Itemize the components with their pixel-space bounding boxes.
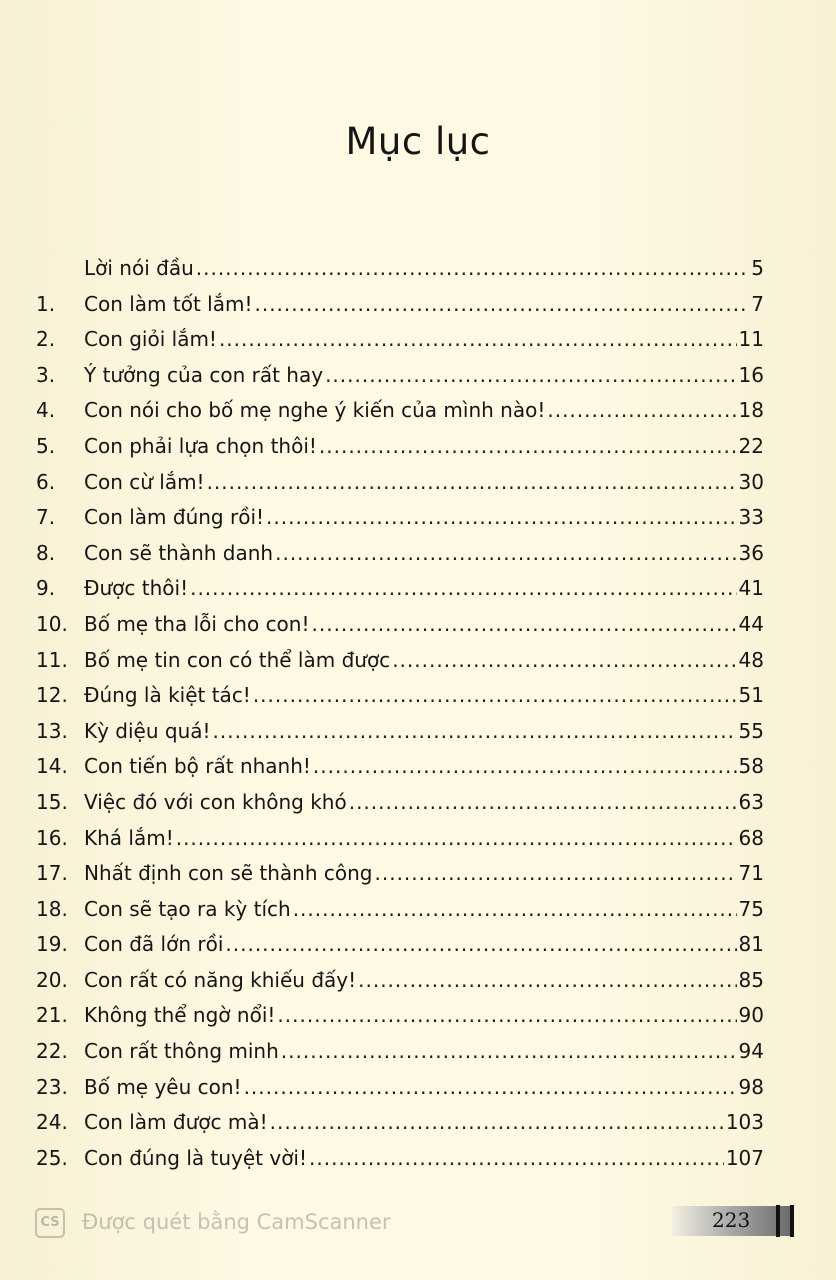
toc-entry-number: 21.: [36, 1003, 68, 1028]
toc-entry-title: Đúng là kiệt tác!: [84, 683, 251, 708]
toc-entry-number: 1.: [36, 291, 56, 316]
toc-entry-number: 25.: [36, 1145, 68, 1170]
toc-entry-page: 75: [738, 896, 764, 921]
toc-entry-page: 44: [738, 611, 764, 636]
toc-entry-page: 22: [738, 433, 764, 458]
toc-entry-number: 16.: [36, 825, 68, 850]
camscanner-watermark: Được quét bằng CamScanner: [82, 1210, 391, 1234]
toc-entry-number: 11.: [36, 647, 68, 672]
toc-entry-number: 8.: [36, 540, 56, 565]
toc-dot-leader: [253, 683, 737, 707]
toc-entry-title: Bố mẹ tin con có thể làm được: [84, 647, 391, 672]
toc-entry: [36, 398, 764, 434]
toc-entry: [36, 327, 764, 363]
toc-entry-title: Con đã lớn rồi: [84, 932, 224, 957]
toc-entry: [36, 861, 764, 897]
page-number: 223: [712, 1208, 751, 1232]
toc-entry: [36, 826, 764, 862]
toc-entry-number: 19.: [36, 932, 68, 957]
toc-dot-leader: [219, 327, 737, 351]
toc-entry: [36, 1039, 764, 1075]
toc-entry: [36, 576, 764, 612]
toc-entry-title: Bố mẹ yêu con!: [84, 1074, 242, 1099]
toc-entry-title: Con làm tốt lắm!: [84, 291, 253, 316]
toc-dot-leader: [266, 505, 737, 529]
toc-dot-leader: [225, 932, 736, 956]
toc-entry: [36, 1110, 764, 1146]
toc-entry: [36, 897, 764, 933]
toc-entry-number: 24.: [36, 1110, 68, 1135]
toc-entry-title: Con tiến bộ rất nhanh!: [84, 754, 311, 779]
toc-entry-page: 90: [738, 1003, 764, 1028]
toc-dot-leader: [254, 292, 749, 316]
camscanner-logo: CS: [35, 1208, 65, 1238]
toc-dot-leader: [547, 398, 736, 422]
toc-dot-leader: [270, 1110, 724, 1134]
toc-entry-number: 6.: [36, 469, 56, 494]
toc-entry-title: Kỳ diệu quá!: [84, 718, 211, 743]
toc-entry: [36, 1003, 764, 1039]
toc-entry-page: 103: [725, 1110, 764, 1135]
toc-dot-leader: [349, 790, 737, 814]
toc-entry-page: 81: [738, 932, 764, 957]
toc-entry: [36, 968, 764, 1004]
toc-entry-page: 41: [738, 576, 764, 601]
toc-entry-page: 18: [738, 398, 764, 423]
toc-dot-leader: [375, 861, 737, 885]
toc-dot-leader: [309, 1146, 724, 1170]
toc-entry: [36, 648, 764, 684]
toc-entry-page: 51: [738, 683, 764, 708]
toc-entry-number: 23.: [36, 1074, 68, 1099]
toc-entry: [36, 292, 764, 328]
toc-entry-title: Con sẽ thành danh: [84, 540, 274, 565]
page-number-marker: [776, 1205, 794, 1237]
toc-entry: [36, 1075, 764, 1111]
toc-entry-title: Con làm được mà!: [84, 1110, 268, 1135]
toc-entry-number: 3.: [36, 362, 56, 387]
toc-entry-number: 5.: [36, 433, 56, 458]
toc-entry-title: Con phải lựa chọn thôi!: [84, 433, 317, 458]
toc-entry: [36, 505, 764, 541]
toc-entry-number: 17.: [36, 861, 68, 886]
toc-entry: [36, 683, 764, 719]
toc-dot-leader: [277, 1003, 736, 1027]
table-of-contents: [36, 256, 764, 1181]
toc-entry-page: 33: [738, 505, 764, 530]
toc-entry: [36, 790, 764, 826]
toc-entry-number: 9.: [36, 576, 56, 601]
toc-entry-title: Con làm đúng rồi!: [84, 505, 265, 530]
toc-entry-title: Không thể ngờ nổi!: [84, 1003, 276, 1028]
toc-entry-title: Con nói cho bố mẹ nghe ý kiến của mình nào!: [84, 398, 546, 423]
toc-entry-number: 12.: [36, 683, 68, 708]
toc-entry-title: Việc đó với con không khó: [84, 789, 347, 814]
toc-dot-leader: [281, 1039, 737, 1063]
toc-entry-title: Con rất có năng khiếu đấy!: [84, 967, 357, 992]
toc-entry-title: Con rất thông minh: [84, 1039, 279, 1064]
toc-entry-number: 15.: [36, 789, 68, 814]
toc-entry-number: 2.: [36, 327, 56, 352]
toc-dot-leader: [313, 754, 737, 778]
toc-entry-number: 13.: [36, 718, 68, 743]
toc-entry-page: 11: [738, 327, 764, 352]
toc-entry-page: 7: [751, 291, 764, 316]
toc-entry-title: Nhất định con sẽ thành công: [84, 861, 373, 886]
toc-entry-title: Được thôi!: [84, 576, 189, 601]
toc-entry: [36, 470, 764, 506]
toc-entry-title: Con giỏi lắm!: [84, 327, 217, 352]
toc-entry: [36, 719, 764, 755]
toc-dot-leader: [176, 826, 737, 850]
toc-dot-leader: [275, 541, 736, 565]
toc-entry-number: 14.: [36, 754, 68, 779]
toc-entry: [36, 932, 764, 968]
toc-entry-number: 10.: [36, 611, 68, 636]
toc-entry-title: Con đúng là tuyệt vời!: [84, 1145, 308, 1170]
toc-entry-page: 55: [738, 718, 764, 743]
toc-dot-leader: [207, 470, 737, 494]
toc-entry-title: Ý tưởng của con rất hay: [84, 362, 324, 387]
toc-entry-page: 107: [725, 1145, 764, 1170]
toc-dot-leader: [196, 256, 750, 280]
toc-entry: [36, 1146, 764, 1182]
toc-entry: [36, 256, 764, 292]
toc-entry-number: 4.: [36, 398, 56, 423]
toc-dot-leader: [293, 897, 737, 921]
toc-entry-page: 63: [738, 789, 764, 814]
toc-dot-leader: [213, 719, 737, 743]
toc-entry-title: Con sẽ tạo ra kỳ tích: [84, 896, 291, 921]
toc-entry-title: Khá lắm!: [84, 825, 174, 850]
toc-entry-page: 58: [738, 754, 764, 779]
toc-entry-title: Lời nói đầu: [84, 256, 194, 280]
toc-entry-title: Bố mẹ tha lỗi cho con!: [84, 611, 310, 636]
toc-entry: [36, 541, 764, 577]
toc-entry: [36, 754, 764, 790]
page-title: Mục lục: [345, 120, 491, 163]
toc-entry-number: 7.: [36, 505, 56, 530]
toc-entry-page: 85: [738, 967, 764, 992]
toc-dot-leader: [358, 968, 736, 992]
toc-dot-leader: [244, 1075, 737, 1099]
toc-entry: [36, 612, 764, 648]
toc-entry-page: 48: [738, 647, 764, 672]
toc-entry-page: 36: [738, 540, 764, 565]
toc-entry-page: 16: [738, 362, 764, 387]
toc-entry-page: 71: [738, 861, 764, 886]
toc-entry-page: 68: [738, 825, 764, 850]
toc-entry-page: 98: [738, 1074, 764, 1099]
toc-entry-page: 94: [738, 1039, 764, 1064]
toc-dot-leader: [190, 576, 736, 600]
toc-entry-number: 22.: [36, 1039, 68, 1064]
toc-dot-leader: [325, 363, 736, 387]
toc-entry-number: 18.: [36, 896, 68, 921]
toc-dot-leader: [392, 648, 736, 672]
toc-entry-title: Con cừ lắm!: [84, 469, 205, 494]
toc-entry: [36, 434, 764, 470]
toc-entry-number: 20.: [36, 967, 68, 992]
toc-dot-leader: [319, 434, 737, 458]
toc-entry-page: 30: [738, 469, 764, 494]
toc-entry-page: 5: [751, 256, 764, 280]
toc-entry: [36, 363, 764, 399]
toc-dot-leader: [312, 612, 737, 636]
